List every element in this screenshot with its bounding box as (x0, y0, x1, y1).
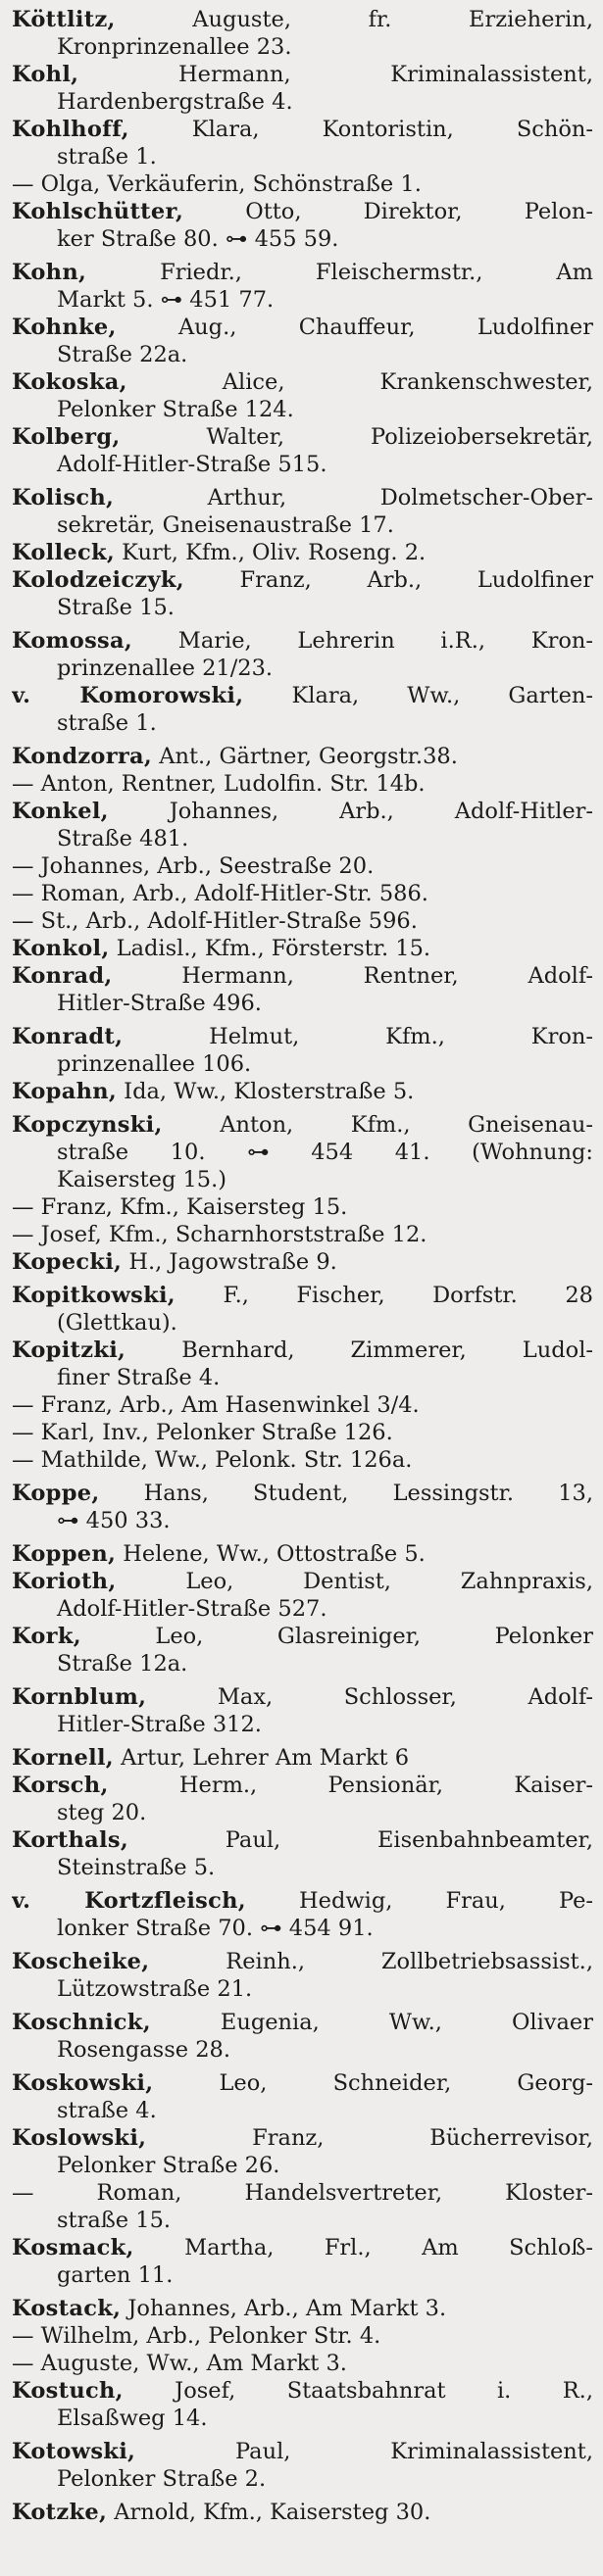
entry-surname: Kornell, (12, 1745, 114, 1771)
entry-surname: Kolberg, (12, 424, 121, 450)
entry-text: Adolf-Hitler-Straße 515. (57, 452, 327, 477)
entry-text: — Mathilde, Ww., Pelonk. Str. 126a. (12, 1447, 413, 1473)
entry-text: Steinstraße 5. (57, 1855, 216, 1880)
entry-text: Ladisl., Kfm., Försterstr. 15. (109, 936, 431, 961)
directory-entry (12, 1568, 593, 1623)
directory-entry (12, 1111, 593, 1193)
directory-entry (12, 1419, 593, 1446)
entry-first-line (12, 566, 593, 594)
entry-first-line (12, 1744, 593, 1772)
entry-continuation-line (12, 1854, 593, 1881)
entry-continuation-line (12, 225, 593, 253)
directory-entry (12, 770, 593, 798)
entry-text: Ida, Ww., Klosterstraße 5. (117, 1079, 415, 1104)
entry-first-line (12, 170, 593, 198)
entry-surname: Komossa, (12, 628, 133, 654)
entry-text: Helene, Ww., Ottostraße 5. (116, 1541, 426, 1567)
entry-continuation-line (12, 1309, 593, 1337)
entry-surname: Kopitkowski, (12, 1283, 176, 1308)
directory-entry (12, 368, 593, 423)
entry-text: Franz, Arb., Ludolfiner (183, 567, 593, 593)
entry-text: Marie, Lehrerin i.R., Kron- (132, 628, 593, 654)
entry-continuation-line (12, 655, 593, 682)
entry-first-line (12, 314, 593, 341)
entry-text: Hans, Student, Lessingstr. 13, (99, 1481, 593, 1506)
entry-surname: Korsch, (12, 1773, 109, 1798)
entry-continuation-line (12, 451, 593, 478)
directory-entry (12, 935, 593, 962)
entry-first-line (12, 1772, 593, 1799)
entry-text: Johannes, Arb., Adolf-Hitler- (108, 799, 593, 824)
entry-text: Hermann, Kriminalassistent, (78, 62, 593, 87)
entry-text: straße 4. (57, 2098, 157, 2123)
entry-text: Adolf-Hitler-Straße 527. (57, 1596, 327, 1622)
entry-surname: Kopecki, (12, 1249, 123, 1275)
entry-text: Anton, Kfm., Gneisenau- (162, 1112, 593, 1138)
entry-text: straße 15. (57, 2208, 172, 2233)
entry-continuation-line (12, 1915, 593, 1942)
entry-first-line (12, 1540, 593, 1568)
entry-text: — Franz, Arb., Am Hasenwinkel 3/4. (12, 1392, 420, 1418)
entry-first-line (12, 2069, 593, 2097)
entry-first-line (12, 2234, 593, 2261)
entry-first-line (12, 1826, 593, 1854)
entry-surname: Kondzorra, (12, 744, 153, 769)
directory-entry (12, 907, 593, 935)
entry-continuation-line (12, 2036, 593, 2064)
entry-first-line (12, 1948, 593, 1975)
entry-text: finer Straße 4. (57, 1365, 221, 1390)
entry-first-line (12, 907, 593, 935)
entry-surname: Kohlhoff, (12, 117, 129, 142)
entry-first-line (12, 484, 593, 511)
entry-surname: Kostuch, (12, 2378, 124, 2404)
entry-first-line (12, 1391, 593, 1419)
entry-surname: Kopitzki, (12, 1337, 126, 1363)
entry-first-line (12, 1282, 593, 1309)
entry-text: Franz, Bücherrevisor, (146, 2125, 593, 2151)
entry-surname: Kolleck, (12, 540, 116, 565)
entry-first-line (12, 259, 593, 286)
entry-continuation-line (12, 2465, 593, 2493)
directory-entry (12, 852, 593, 880)
entry-surname: Kohn, (12, 260, 87, 285)
directory-entry (12, 2234, 593, 2289)
directory-entry (12, 61, 593, 116)
directory-entry (12, 1683, 593, 1738)
entry-text: lonker Straße 70. ⊶ 454 91. (57, 1916, 374, 1941)
entry-continuation-line (12, 2405, 593, 2432)
entry-first-line (12, 743, 593, 770)
entry-text: Straße 22a. (57, 342, 188, 367)
entry-continuation-line (12, 33, 593, 61)
entry-text: Max, Schlosser, Adolf- (146, 1684, 593, 1710)
entry-text: Friedr., Fleischermstr., Am (86, 260, 593, 285)
directory-entry (12, 2499, 593, 2526)
entry-text: Kurt, Kfm., Oliv. Roseng. 2. (115, 540, 427, 565)
entry-surname: Koschnick, (12, 2010, 151, 2035)
entry-text: Kaisersteg 15.) (57, 1167, 227, 1192)
directory-entry (12, 2009, 593, 2064)
directory-entry (12, 2069, 593, 2124)
entry-first-line (12, 1337, 593, 1364)
entry-first-line (12, 770, 593, 798)
entry-surname: Kohlschütter, (12, 199, 184, 224)
entry-first-line (12, 2499, 593, 2526)
entry-text: Hermann, Rentner, Adolf- (112, 963, 593, 989)
entry-surname: Korthals, (12, 1827, 129, 1853)
entry-text: prinzenallee 106. (57, 1051, 252, 1077)
entry-text: steg 20. (57, 1800, 147, 1825)
entry-text: Klara, Ww., Garten- (243, 683, 593, 708)
directory-entry (12, 1744, 593, 1772)
directory-entry (12, 1248, 593, 1276)
directory-entry (12, 1337, 593, 1391)
directory-entry (12, 423, 593, 478)
entry-continuation-line (12, 1364, 593, 1391)
entry-text: — St., Arb., Adolf-Hitler-Straße 596. (12, 908, 418, 934)
entry-first-line (12, 627, 593, 655)
directory-entry (12, 2377, 593, 2432)
directory-entry (12, 566, 593, 621)
entry-text: — Franz, Kfm., Kaisersteg 15. (12, 1194, 348, 1220)
entry-text: Leo, Schneider, Georg- (153, 2070, 593, 2096)
entry-text: Straße 15. (57, 595, 175, 620)
entry-text: Eugenia, Ww., Olivaer (150, 2010, 593, 2035)
entry-text: Kronprinzenallee 23. (57, 34, 292, 60)
entry-first-line (12, 2350, 593, 2377)
entry-text: prinzenallee 21/23. (57, 656, 274, 681)
entry-text: Josef, Staatsbahnrat i. R., (123, 2378, 593, 2404)
entry-continuation-line (12, 1799, 593, 1826)
directory-entry (12, 170, 593, 198)
entry-first-line (12, 962, 593, 990)
directory-entry (12, 1193, 593, 1221)
entry-continuation-line (12, 88, 593, 116)
entry-first-line (12, 423, 593, 451)
entry-text: — Olga, Verkäuferin, Schönstraße 1. (12, 171, 422, 197)
entry-surname: Kosmack, (12, 2235, 134, 2260)
entry-surname: Kohl, (12, 62, 79, 87)
entry-first-line (12, 2009, 593, 2036)
directory-entry (12, 314, 593, 368)
directory-entry (12, 6, 593, 61)
entry-surname: Köttlitz, (12, 7, 116, 32)
entry-surname: Koslowski, (12, 2125, 147, 2151)
entry-text: straße 1. (57, 144, 157, 170)
entry-first-line (12, 2179, 593, 2207)
entry-first-line (12, 61, 593, 88)
entry-continuation-line (12, 2097, 593, 2124)
entry-first-line (12, 852, 593, 880)
entry-text: — Roman, Arb., Adolf-Hitler-Str. 586. (12, 881, 428, 906)
entry-text: Rosengasse 28. (57, 2037, 231, 2063)
directory-entry (12, 259, 593, 314)
entry-first-line (12, 1419, 593, 1446)
entry-text: straße 10. ⊶ 454 41. (Wohnung: (57, 1140, 593, 1165)
entry-text: — Anton, Rentner, Ludolfin. Str. 14b. (12, 771, 426, 797)
entry-continuation-line (12, 1166, 593, 1193)
entry-text: Aug., Chauffeur, Ludolfiner (116, 315, 593, 340)
directory-entry (12, 2295, 593, 2322)
directory-entry (12, 1078, 593, 1105)
entry-text: Johannes, Arb., Am Markt 3. (121, 2296, 447, 2321)
entry-first-line (12, 682, 593, 709)
entry-text: Arthur, Dolmetscher-Ober- (114, 485, 593, 510)
entry-continuation-line (12, 1975, 593, 2003)
directory-entry (12, 962, 593, 1017)
entry-surname: Kopahn, (12, 1079, 118, 1104)
entry-surname: Koppe, (12, 1481, 100, 1506)
entry-text: Reinh., Zollbetriebsassist., (149, 1949, 593, 1974)
entry-text: Straße 481. (57, 826, 189, 851)
entry-text: — Karl, Inv., Pelonker Straße 126. (12, 1420, 393, 1445)
entry-text: Otto, Direktor, Pelon- (183, 199, 593, 224)
entry-text: Elsaßweg 14. (57, 2406, 208, 2431)
entry-text: Leo, Glasreiniger, Pelonker (80, 1624, 593, 1649)
entry-text: — Wilhelm, Arb., Pelonker Str. 4. (12, 2323, 381, 2349)
entry-continuation-line (12, 2152, 593, 2179)
entry-surname: Kork, (12, 1624, 81, 1649)
entry-text: — Auguste, Ww., Am Markt 3. (12, 2351, 347, 2376)
entry-first-line (12, 2295, 593, 2322)
entry-first-line (12, 368, 593, 396)
entry-text: Bernhard, Zimmerer, Ludol- (126, 1337, 593, 1363)
entry-first-line (12, 2438, 593, 2465)
entry-continuation-line (12, 594, 593, 621)
entry-continuation-line (12, 990, 593, 1017)
entry-surname: Kolisch, (12, 485, 115, 510)
entry-continuation-line (12, 825, 593, 852)
entry-first-line (12, 880, 593, 907)
entry-continuation-line (12, 1650, 593, 1677)
directory-entry (12, 1023, 593, 1078)
entry-surname: Koscheike, (12, 1949, 150, 1974)
entry-text: Pelonker Straße 2. (57, 2466, 267, 2492)
entry-continuation-line (12, 143, 593, 170)
entry-first-line (12, 935, 593, 962)
entry-text: — Roman, Handelsvertreter, Kloster- (12, 2180, 593, 2206)
entry-surname: Kohnke, (12, 315, 117, 340)
directory-entry (12, 1540, 593, 1568)
entry-first-line (12, 198, 593, 225)
entry-text: sekretär, Gneisenaustraße 17. (57, 512, 394, 538)
entry-first-line (12, 116, 593, 143)
directory-entry (12, 1221, 593, 1248)
entry-text: Paul, Eisenbahnbeamter, (128, 1827, 593, 1853)
entry-first-line (12, 2322, 593, 2350)
entry-text: Klara, Kontoristin, Schön- (128, 117, 593, 142)
entry-text: Leo, Dentist, Zahnpraxis, (116, 1569, 593, 1594)
entry-first-line (12, 1193, 593, 1221)
entry-surname: Konradt, (12, 1024, 124, 1049)
entry-first-line (12, 1111, 593, 1139)
directory-entry (12, 1282, 593, 1337)
entry-text: Hitler-Straße 312. (57, 1712, 262, 1737)
entry-text: Pelonker Straße 124. (57, 397, 294, 422)
entry-surname: Kokoska, (12, 369, 127, 395)
entry-text: garten 11. (57, 2262, 174, 2288)
directory-entry (12, 1623, 593, 1677)
directory-entry (12, 2350, 593, 2377)
entry-continuation-line (12, 709, 593, 737)
entry-text: Markt 5. ⊶ 451 77. (57, 287, 275, 313)
directory-entry (12, 2438, 593, 2493)
entry-surname: Kornblum, (12, 1684, 147, 1710)
entry-surname: Kotzke, (12, 2500, 108, 2525)
entry-continuation-line (12, 286, 593, 314)
directory-entry (12, 743, 593, 770)
entry-first-line (12, 2377, 593, 2405)
entry-first-line (12, 1248, 593, 1276)
entry-text: (Glettkau). (57, 1310, 177, 1336)
entry-text: straße 1. (57, 710, 157, 736)
entry-text: F., Fischer, Dorfstr. 28 (175, 1283, 593, 1308)
entry-surname: Konrad, (12, 963, 113, 989)
entry-text: Herm., Pensionär, Kaiser- (108, 1773, 593, 1798)
entry-continuation-line (12, 1050, 593, 1078)
directory-entry (12, 1391, 593, 1419)
directory-entry (12, 2124, 593, 2179)
entry-surname: Koskowski, (12, 2070, 154, 2096)
entry-surname: Kolodzeiczyk, (12, 567, 184, 593)
entry-continuation-line (12, 1139, 593, 1166)
entry-first-line (12, 2124, 593, 2152)
entry-first-line (12, 1023, 593, 1050)
entry-text: Martha, Frl., Am Schloß- (133, 2235, 593, 2260)
entry-first-line (12, 1078, 593, 1105)
entry-first-line (12, 6, 593, 33)
entry-text: Arnold, Kfm., Kaisersteg 30. (107, 2500, 431, 2525)
entry-text: ⊶ 450 33. (57, 1508, 171, 1533)
entry-text: Hardenbergstraße 4. (57, 89, 293, 115)
entry-continuation-line (12, 1595, 593, 1623)
entry-text: — Josef, Kfm., Scharnhorststraße 12. (12, 1222, 427, 1247)
entry-text: Hedwig, Frau, Pe- (245, 1888, 593, 1914)
directory-entry (12, 198, 593, 253)
entry-surname: Koppen, (12, 1541, 117, 1567)
directory-entry (12, 116, 593, 170)
entry-text: Straße 12a. (57, 1651, 188, 1677)
entry-first-line (12, 1887, 593, 1915)
entry-continuation-line (12, 1507, 593, 1534)
entry-first-line (12, 1568, 593, 1595)
entry-first-line (12, 1683, 593, 1711)
entry-surname: Korioth, (12, 1569, 117, 1594)
entry-surname: Kotowski, (12, 2439, 136, 2464)
entry-text: Auguste, fr. Erzieherin, (115, 7, 593, 32)
entry-text: ker Straße 80. ⊶ 455 59. (57, 226, 339, 252)
entry-first-line (12, 1623, 593, 1650)
entry-first-line (12, 539, 593, 566)
directory-entry (12, 484, 593, 539)
entry-continuation-line (12, 2207, 593, 2234)
entry-text: H., Jagowstraße 9. (122, 1249, 337, 1275)
entry-text: Artur, Lehrer Am Markt 6 (113, 1745, 410, 1771)
entry-text: Walter, Polizeiobersekretär, (120, 424, 593, 450)
directory-entry (12, 1826, 593, 1881)
entry-text: Alice, Krankenschwester, (126, 369, 593, 395)
entry-continuation-line (12, 511, 593, 539)
entry-surname: v. Kortzfleisch, (12, 1888, 246, 1914)
entry-continuation-line (12, 1711, 593, 1738)
entry-first-line (12, 1480, 593, 1507)
directory-entry (12, 1480, 593, 1534)
directory-entry (12, 539, 593, 566)
entry-text: Hitler-Straße 496. (57, 991, 262, 1016)
entry-text: — Johannes, Arb., Seestraße 20. (12, 853, 375, 879)
entry-surname: v. Komorowski, (12, 683, 244, 708)
entry-first-line (12, 1221, 593, 1248)
entry-text: Paul, Kriminalassistent, (135, 2439, 593, 2464)
directory-entry (12, 1446, 593, 1474)
entry-text: Helmut, Kfm., Kron- (123, 1024, 593, 1049)
directory-entry (12, 2322, 593, 2350)
directory-entry (12, 682, 593, 737)
entry-surname: Konkel, (12, 799, 109, 824)
entry-first-line (12, 798, 593, 825)
entry-continuation-line (12, 341, 593, 368)
directory-entry (12, 880, 593, 907)
directory-entry (12, 2179, 593, 2234)
directory-entry (12, 1887, 593, 1942)
entry-continuation-line (12, 396, 593, 423)
entry-continuation-line (12, 2261, 593, 2289)
entry-text: Pelonker Straße 26. (57, 2153, 280, 2178)
directory-entry (12, 627, 593, 682)
entry-text: Lützowstraße 21. (57, 1976, 253, 2002)
directory-entry (12, 1772, 593, 1826)
entry-text: Ant., Gärtner, Georgstr.38. (152, 744, 458, 769)
directory-entry (12, 1948, 593, 2003)
directory-entries (12, 6, 593, 2526)
entry-first-line (12, 1446, 593, 1474)
entry-surname: Kostack, (12, 2296, 122, 2321)
entry-surname: Konkol, (12, 936, 110, 961)
directory-entry (12, 798, 593, 852)
entry-surname: Kopczynski, (12, 1112, 163, 1138)
